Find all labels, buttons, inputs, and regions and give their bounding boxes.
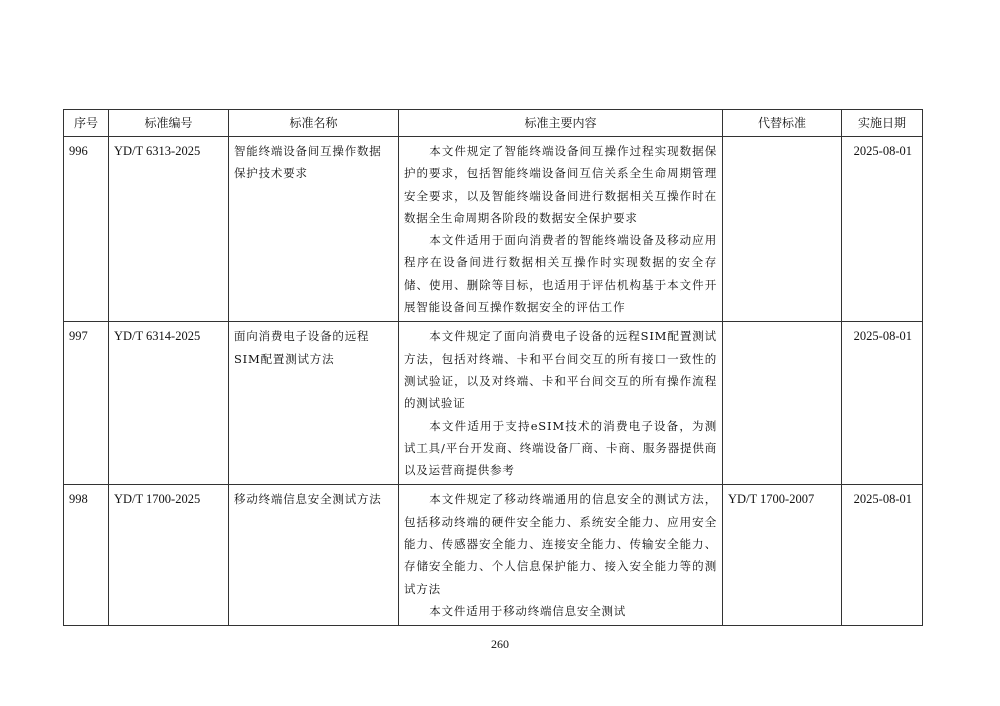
row-serial-number: 998	[64, 485, 109, 626]
row-serial-number: 996	[64, 137, 109, 322]
row-standard-name: 面向消费电子设备的远程SIM配置测试方法	[229, 322, 399, 485]
standards-table	[63, 109, 923, 626]
row-replaced-standard	[723, 322, 842, 485]
row-main-content	[399, 322, 723, 485]
header-replaced-standard: 代替标准	[723, 110, 842, 137]
table-header-row	[64, 110, 923, 137]
header-standard-code: 标准编号	[109, 110, 229, 137]
table-row	[64, 137, 923, 322]
row-replaced-standard	[723, 137, 842, 322]
row-serial-number: 997	[64, 322, 109, 485]
content-paragraph: 本文件适用于面向消费者的智能终端设备及移动应用程序在设备间进行数据相关互操作时实现数据的安全存储、使用、删除等目标，也适用于评估机构基于本文件开展智能设备间互操作数据安全的评估工作	[404, 233, 717, 315]
table-row	[64, 322, 923, 485]
header-effective-date: 实施日期	[842, 110, 923, 137]
content-paragraph: 本文件适用于支持eSIM技术的消费电子设备，为测试工具/平台开发商、终端设备厂商、卡商、服务器提供商以及运营商提供参考	[404, 418, 717, 478]
row-standard-name: 移动终端信息安全测试方法	[229, 485, 399, 626]
header-serial-number: 序号	[64, 110, 109, 137]
row-effective-date: 2025-08-01	[842, 485, 923, 626]
row-main-content	[399, 485, 723, 626]
content-paragraph: 本文件规定了移动终端通用的信息安全的测试方法，包括移动终端的硬件安全能力、系统安全能力、应用安全能力、传感器安全能力、连接安全能力、传输安全能力、存储安全能力、个人信息保护能力、接入安全能力等的测试方法	[404, 492, 717, 596]
table-row	[64, 485, 923, 626]
row-standard-name: 智能终端设备间互操作数据保护技术要求	[229, 137, 399, 322]
row-replaced-standard: YD/T 1700-2007	[723, 485, 842, 626]
header-standard-name: 标准名称	[229, 110, 399, 137]
row-standard-code: YD/T 6314-2025	[109, 322, 229, 485]
header-main-content: 标准主要内容	[399, 110, 723, 137]
content-paragraph: 本文件规定了面向消费电子设备的远程SIM配置测试方法，包括对终端、卡和平台间交互的所有接口一致性的测试验证，以及对终端、卡和平台间交互的所有操作流程的测试验证	[404, 329, 717, 411]
page-number: 260	[491, 637, 509, 651]
content-paragraph: 本文件适用于移动终端信息安全测试	[429, 603, 627, 618]
row-effective-date: 2025-08-01	[842, 322, 923, 485]
row-standard-code: YD/T 1700-2025	[109, 485, 229, 626]
row-main-content	[399, 137, 723, 322]
row-effective-date: 2025-08-01	[842, 137, 923, 322]
content-paragraph: 本文件规定了智能终端设备间互操作过程实现数据保护的要求，包括智能终端设备间互信关系全生命周期管理安全要求，以及智能终端设备间进行数据相关互操作时在数据全生命周期各阶段的数据安全保护要求	[404, 144, 717, 225]
row-standard-code: YD/T 6313-2025	[109, 137, 229, 322]
